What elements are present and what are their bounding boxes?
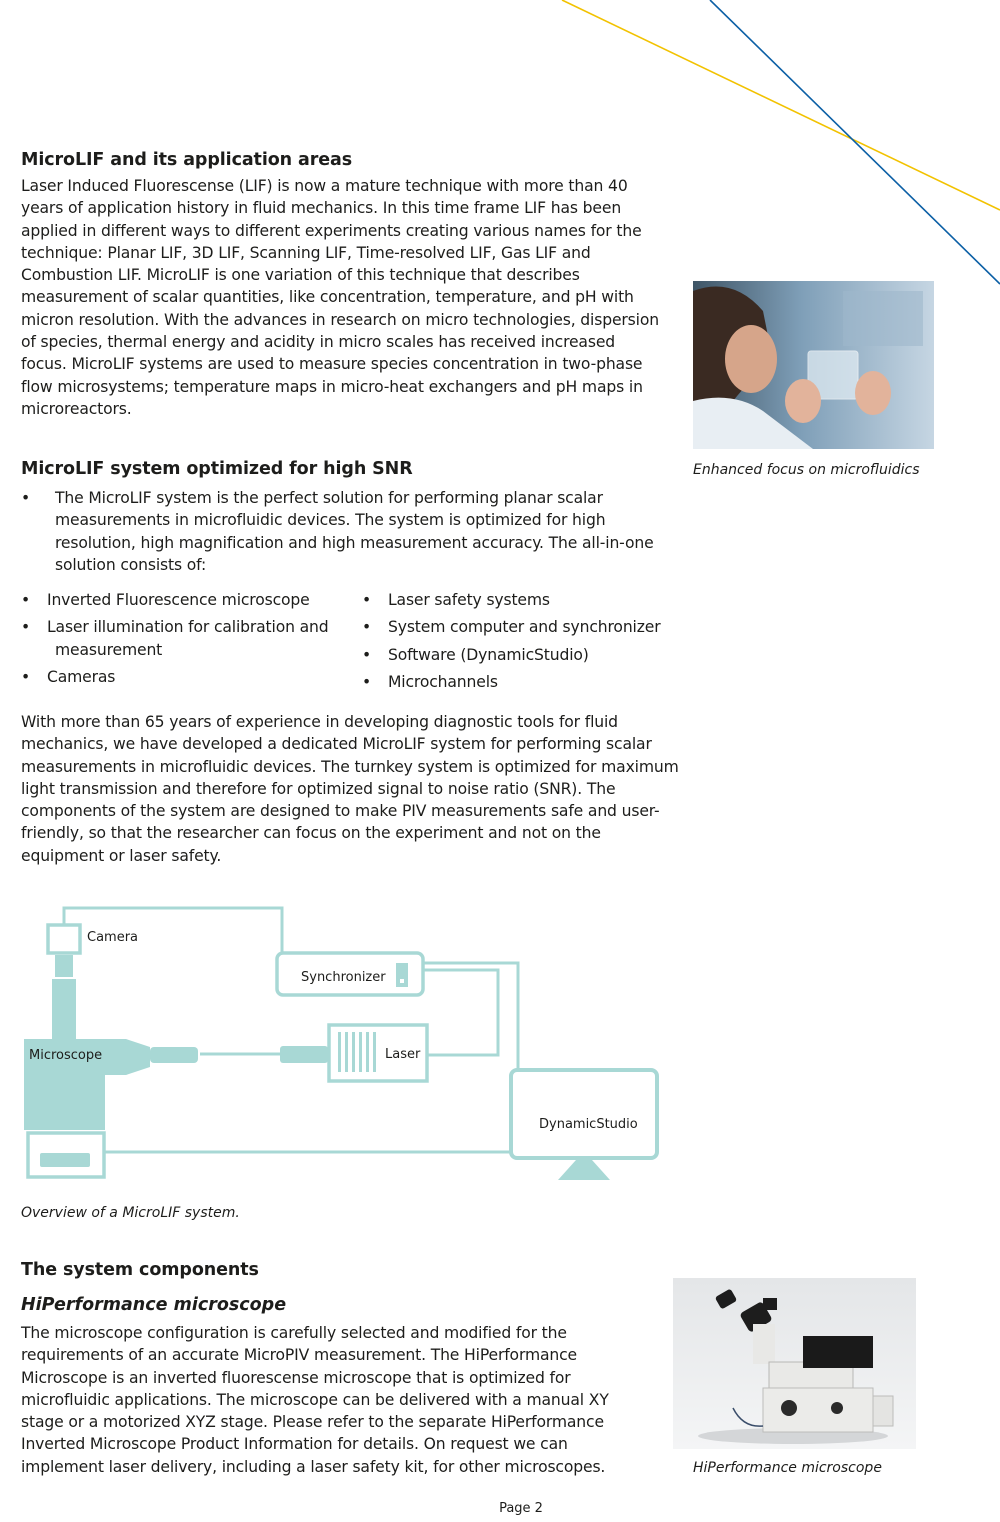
microscope-base-slot	[40, 1153, 90, 1167]
component-list-left	[21, 589, 351, 694]
computer-stand	[558, 1160, 610, 1180]
section-heading-microlif: MicroLIF and its application areas	[21, 150, 353, 170]
list-item: • Microchannels	[362, 671, 682, 693]
label-dynamicstudio: DynamicStudio	[539, 1117, 638, 1132]
list-item: • System computer and synchronizer	[362, 616, 682, 638]
microscope-photo	[673, 1278, 916, 1449]
snr-paragraph: With more than 65 years of experience in developing diagnostic tools for fluid mechanics, we have developed a dedicated MicroLIF system for performing scalar measurements in microfluidic devices. The turnkey system is optimized for maximum light transmission and therefore for optimized signal to noise ratio (SNR). The components of the system are designed to make PIV measurements safe and user-friendly, so that the researcher can focus on the experiment and not on the equipment or laser safety.	[21, 713, 679, 865]
laser-aperture	[280, 1046, 328, 1063]
microscope-column	[52, 979, 76, 1039]
label-synchronizer: Synchronizer	[301, 970, 386, 985]
bullet-dot: •	[21, 489, 31, 507]
snr-intro-bullet	[21, 487, 681, 576]
subheading-microscope: HiPerformance microscope	[21, 1295, 287, 1315]
section-heading-snr: MicroLIF system optimized for high SNR	[21, 459, 413, 479]
microlif-paragraph: Laser Induced Fluorescense (LIF) is now a mature technique with more than 40 years of application history in fluid mechanics. In this time frame LIF has been applied in different ways to different experiments creating various names for the technique: Planar LIF, 3D LIF, Scanning LIF, Time-resolved LIF, Gas LIF and Combustion LIF. MicroLIF is one variation of this technique that describes measurement of scalar quantities, like concentration, temperature, and pH with micron resolution. With the advances in research on micro technologies, dispersion of species, thermal energy and acidity in micro scales has received increased focus. MicroLIF systems are used to measure species concentration in two-phase flow microsystems; temperature maps in micro-heat exchangers and pH maps in microreactors.	[21, 177, 659, 418]
photo2-caption: HiPerformance microscope	[693, 1460, 882, 1476]
list-item: • Cameras	[21, 666, 351, 688]
microlif-system-diagram	[0, 895, 680, 1195]
page-number: Page 2	[499, 1501, 543, 1516]
components-paragraph: The microscope configuration is carefully selected and modified for the requirements of an accurate MicroPIV measurement. The HiPerformance Microscope is an inverted fluorescense microscope that is optimized for microfluidic applications. The microscope can be delivered with a manual XY stage or a motorized XYZ stage. Please refer to the separate HiPerformance Inverted Microscope Product Information for details. On request we can implement laser delivery, including a laser safety kit, for other microscopes.	[21, 1324, 609, 1476]
section-heading-components: The system components	[21, 1260, 259, 1280]
synchronizer-indicator	[396, 963, 408, 987]
diagram-caption: Overview of a MicroLIF system.	[21, 1205, 240, 1221]
label-microscope: Microscope	[29, 1048, 103, 1063]
computer-monitor	[511, 1070, 657, 1158]
snr-intro-text: The MicroLIF system is the perfect solution for performing planar scalar measurements in microfluidic devices. The system is optimized for high resolution, high magnification and high measurement accuracy. The all-in-one solution consists of:	[55, 489, 654, 574]
label-laser: Laser	[385, 1047, 421, 1062]
microfluidics-photo	[693, 281, 934, 449]
camera-neck	[55, 955, 73, 977]
laser-fins	[338, 1032, 376, 1072]
synchronizer-led	[400, 979, 404, 983]
photo1-caption: Enhanced focus on microfluidics	[693, 462, 920, 478]
component-list-right	[362, 589, 682, 699]
list-item: • Laser illumination for calibration and measurement	[21, 616, 351, 661]
list-item: • Software (DynamicStudio)	[362, 644, 682, 666]
sync-laser-cable	[424, 970, 498, 1055]
label-camera: Camera	[87, 930, 139, 945]
blue-accent-line	[710, 0, 1000, 284]
camera-box	[48, 925, 80, 953]
microscope-objective	[150, 1047, 198, 1063]
list-item: • Laser safety systems	[362, 589, 682, 611]
list-item: • Inverted Fluorescence microscope	[21, 589, 351, 611]
